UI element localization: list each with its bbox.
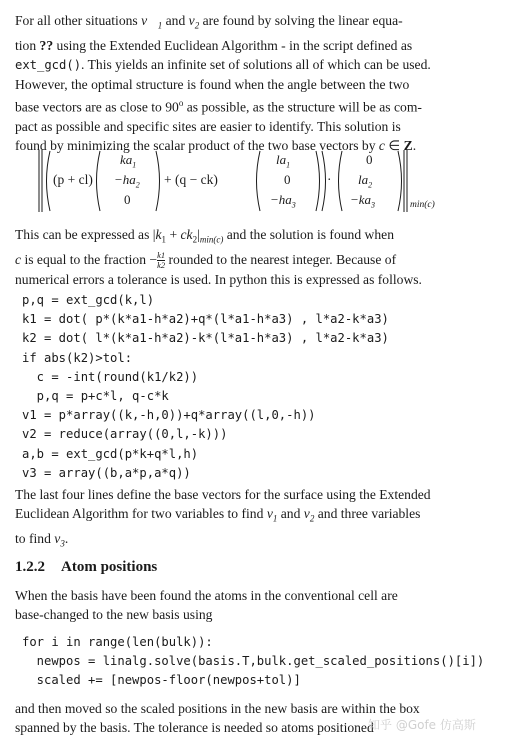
matrix2-row2: 0: [284, 172, 291, 187]
matrix3-row2: $la_2$: [358, 172, 373, 190]
inline-code-ext-gcd: ext_gcd(): [15, 57, 82, 72]
code-line: newpos = linalg.solve(basis.T,bulk.get_scaled_positions()[i]): [22, 654, 485, 669]
min-c-subscript: min(c): [410, 200, 435, 210]
matrix1-row3: 0: [124, 192, 131, 207]
fraction-k1-k2: $\frac{k1}{k2}$: [157, 250, 166, 271]
code-line: k1 = dot( p*(k*a1-h*a2)+q*(l*a1-h*a3) , l*a2-k*a3): [22, 312, 389, 327]
code-line: p,q = ext_gcd(k,l): [22, 293, 155, 307]
code-block-atom-positions: [22, 633, 484, 691]
code-line: v3 = array((b,a*p,a*q)): [22, 465, 191, 480]
section-heading: [15, 559, 157, 576]
paragraph-intro: For all other situations $v⃗_1$ and $v_2$ are found by solving the linear equa- tion ?? using the Extended Euclidean Algorithm - in the script defined as ext_gcd(). This yields an infinite set of solutions all of which can be used. However, the optimal structure is found when the angle between the two base vectors are as close to 90$^o$ as possible, as the structure will be as com- pact as possible and specific sites are easier to identify. This solution is found by minimizing the scalar product of the two base vectors by c ∈ Z.: [15, 13, 431, 153]
code-line: scaled += [newpos-floor(newpos+tol)]: [22, 673, 301, 688]
vector-v2: $v_2$: [188, 13, 200, 31]
code-line: if abs(k2)>tol:: [22, 350, 133, 365]
matrix2-row3: $-ha_3$: [270, 192, 296, 210]
code-line: p,q = p+c*l, q-c*k: [22, 389, 169, 404]
coefficient-q-ck: + (q − ck): [164, 172, 218, 187]
section-title: Atom positions: [61, 559, 158, 575]
code-line: v2 = reduce(array((0,l,-k))): [22, 427, 228, 442]
matrix3-row1: 0: [366, 152, 373, 167]
matrix3-row3: $-ka_3$: [350, 192, 376, 210]
dot-operator: ·: [327, 172, 332, 187]
code-line: v1 = p*array((k,-h,0))+q*array((l,0,-h)): [22, 408, 316, 423]
section-number: 1.2.2: [15, 559, 45, 575]
matrix2-row1: $la_1$: [276, 152, 291, 170]
code-line: a,b = ext_gcd(p*k+q*l,h): [22, 446, 199, 461]
paragraph-last-four-lines: The last four lines define the base vectors for the surface using the Extended Euclidean Algorithm for two variables to find $v_1$ and $v_2$ and three variables to find $v_3$.: [15, 487, 431, 549]
vector-v1: $v⃗_1$: [141, 13, 163, 31]
code-line: for i in range(len(bulk)):: [22, 635, 213, 649]
coefficient-p-cl: (p + cl): [53, 172, 93, 187]
watermark-text: 知乎 @Gofe 仿高斯: [368, 718, 476, 732]
scalar-product-equation: [38, 148, 478, 214]
paragraph-expression: This can be expressed as $|k_1 + ck_2|_{min(c)}$ and the solution is found when c is equal to the fraction − $\frac{k1}{k2}$ rounded to the nearest integer. Because of numerical errors a tolerance is used. In python this is expressed as follows.: [15, 227, 422, 288]
code-line: c = -int(round(k1/k2)): [22, 369, 199, 384]
matrix1-row2: $-ha_2$: [114, 172, 140, 190]
code-block-base-vectors: [22, 291, 389, 483]
code-line: k2 = dot( l*(k*a1-h*a2)-k*(l*a1-h*a3) , l*a2-k*a3): [22, 331, 389, 346]
equation-ref[interactable]: ??: [39, 37, 54, 53]
paragraph-basis-change: When the basis have been found the atoms in the conventional cell are base-changed to the new basis using: [15, 588, 398, 623]
paragraph-scaled-positions: and then moved so the scaled positions in the new basis are within the box spanned by the basis. The tolerance is needed so atoms positioned: [15, 701, 420, 736]
matrix1-row1: $ka_1$: [120, 152, 137, 170]
